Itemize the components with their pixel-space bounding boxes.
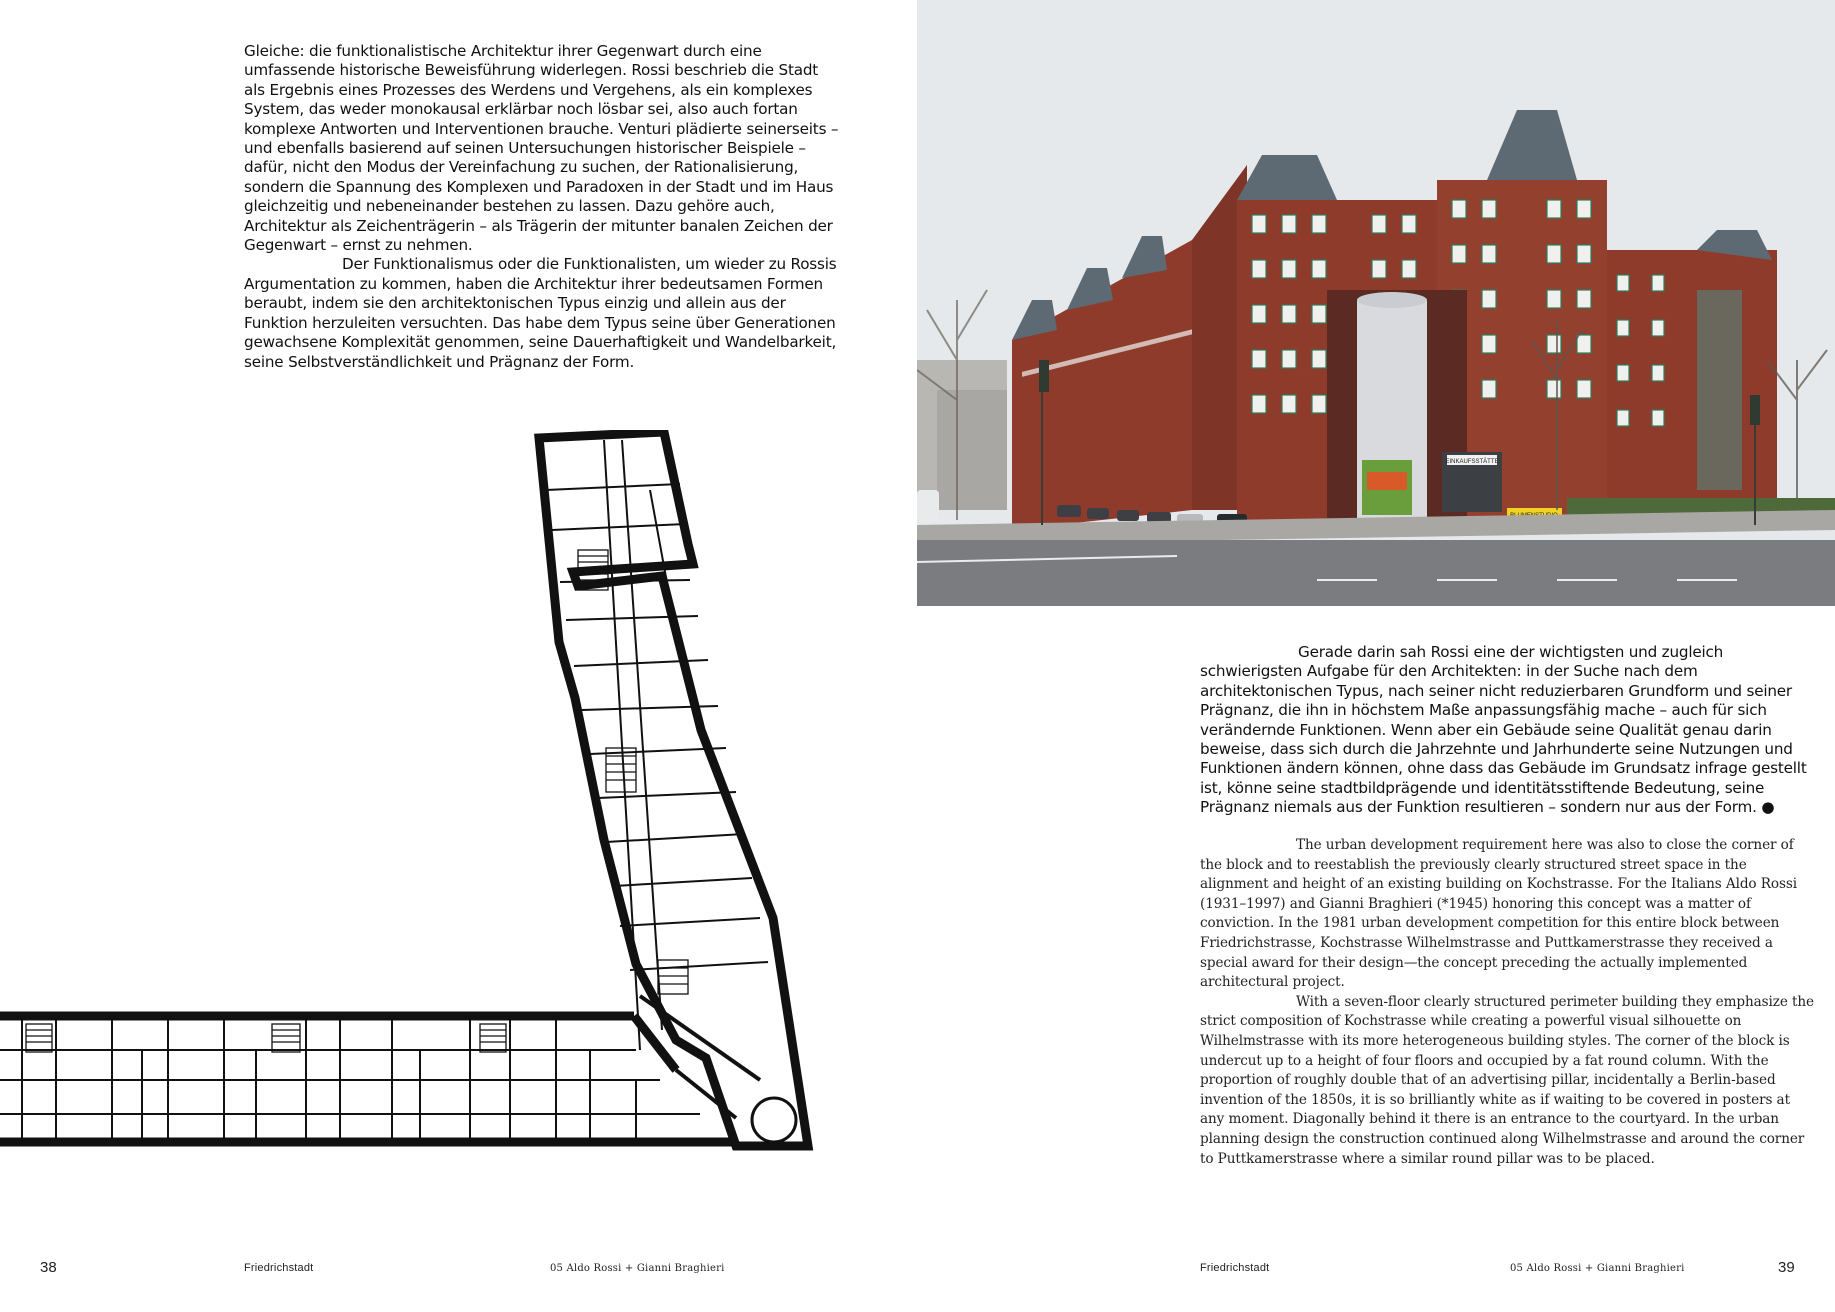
english-paragraph-1: The urban development requirement here was also to close the corner of the block and to reestablish the previously clearly structured street space in the alignment and height of an existing building on Kochstrasse. For the Italians Aldo Rossi (1931–1997) and Gianni Braghieri (*1945) honoring this concept was a matter of conviction. In the 1981 urban development competition for this entire block between Friedrichstrasse, Kochstrasse Wilhelmstrasse and Puttkamerstrasse they received a special award for their design—the concept preceding the actually implemented architectural project. [1200,837,1797,991]
running-section-left: Friedrichstadt [244,1262,314,1274]
page-number-right: 39 [1778,1259,1795,1276]
running-section-right: Friedrichstadt [1200,1262,1270,1274]
plan-wing-outline [539,432,808,1146]
plan-round-column [752,1098,796,1142]
floor-plan-drawing [0,430,820,1160]
german-paragraph-1: Gleiche: die funktionalistische Architektur ihrer Gegenwart durch eine umfassende historische Beweisführung widerlegen. Rossi beschrieb die Stadt als Ergebnis eines Prozesses des Werdens und Vergehens, als ein komplexes System, das weder monokausal erklärbar noch lösbar sei, also auch fortan komplexe Antworten und Interventionen brauche. Venturi plädierte seinerseits – und ebenfalls basierend auf seinen Untersuchungen historischer Beispiele – dafür, nicht den Modus der Vereinfachung zu suchen, der Rationalisierung, sondern die Spannung des Komplexen und Paradoxen in der Stadt und im Haus gleichzeitig und nebeneinander bestehen zu lassen. Dazu gehöre auch, Architektur als Zeichenträgerin – als Trägerin der mitunter banalen Zeichen der Gegenwart – ernst zu nehmen. [244,42,839,255]
photo-corner-sign: EINKAUFSSTÄTTE [1445,459,1499,465]
german-paragraph-right: Gerade darin sah Rossi eine der wichtigsten und zugleich schwierigsten Aufgabe für den Architekten: in der Suche nach dem architektonischen Typus, nach seiner nicht reduzierbaren Grundform und seiner Prägnanz, die ihn in höchstem Maße anpassungsfähig mache – auch für sich verändernde Funktionen. Wenn aber ein Gebäude seine Qualität genau darin beweise, dass sich durch die Jahrzehnte und Jahrhunderte seine Nutzungen und Funktionen ändern können, ohne dass das Gebäude im Grundsatz infrage gestellt ist, könne seine stadtbildprägende und identitätsstiftende Bedeutung, seine Prägnanz niemals aus der Funktion resultieren – sondern nur aus der Form. ● [1200,643,1807,817]
running-chapter-left: 05 Aldo Rossi + Gianni Braghieri [550,1263,725,1274]
german-text-left [244,42,840,372]
german-text-right [1200,643,1816,818]
building-photo [917,0,1835,606]
german-paragraph-2: Der Funktionalismus oder die Funktionalisten, um wieder zu Rossis Argumentation zu kommen, haben die Architektur ihrer bedeutsamen Formen beraubt, indem sie den architektonischen Typus einzig und allein aus der Funktion herzuleiten versuchten. Das habe dem Typus seine über Generationen gewachsene Komplexität genommen, seine Dauerhaftigkeit und Wandelbarkeit, seine Selbstverständlichkeit und Prägnanz der Form. [244,255,837,371]
english-text [1200,836,1816,1169]
running-chapter-right: 05 Aldo Rossi + Gianni Braghieri [1510,1263,1685,1274]
page-number-left: 38 [40,1259,57,1276]
english-paragraph-2: With a seven-floor clearly structured perimeter building they emphasize the strict composition of Kochstrasse while creating a powerful visual silhouette on Wilhelmstrasse with its more heterogeneous building styles. The corner of the block is undercut up to a height of four floors and occupied by a fat round column. With the proportion of roughly double that of an advertising pillar, incidentally a Berlin-based invention of the 1850s, it is so brilliantly white as if waiting to be covered in posters at any moment. Diagonally behind it there is an entrance to the courtyard. In the urban planning design the construction continued along Wilhelmstrasse and around the corner to Puttkamerstrasse where a similar round pillar was to be placed. [1200,993,1814,1167]
